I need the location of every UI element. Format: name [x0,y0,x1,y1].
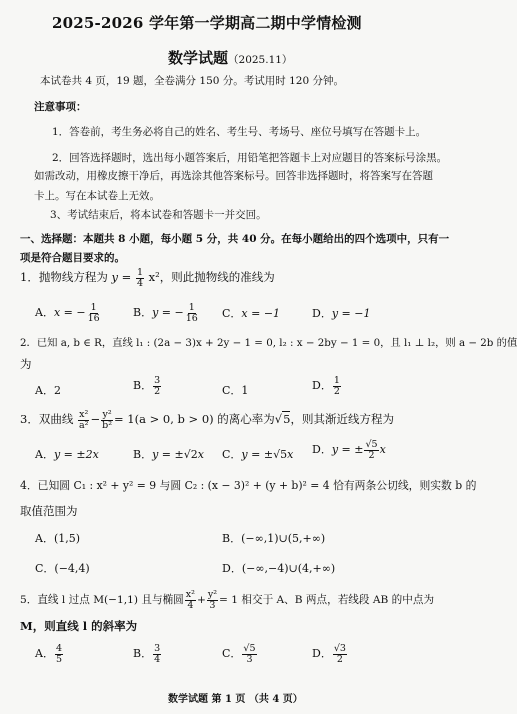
notice-item-2: 2．回答选择题时，选出每小题答案后，用铅笔把答题卡上对应题目的答案标号涂黑。 [52,152,448,164]
q2-option-a: A．2 [35,384,61,397]
q3-sqrt-value: 5 [283,412,291,426]
q1-option-a: A．x = − $\frac{1}{16}$ [35,302,100,324]
q4-option-a: A．(1,5) [35,532,81,545]
q3-frac-x: $\frac{\text{x²}}{\text{a²}}$ [78,409,89,431]
q4-option-b: B．(−∞,1)∪(5,+∞) [222,532,326,545]
q3-sqrt-sign: √ [274,412,283,426]
q2-option-c: C．1 [222,384,249,397]
q1-stem-a: 1．抛物线方程为 [20,270,108,284]
q1-stem-eq: y = [111,270,135,284]
question-3-stem: 3．双曲线 $\frac{\text{x²}}{\text{a²}}$ − $\frac{\text{y²}}{\text{b²}}$ = 1(a > 0, b > 0) 的离心率为√5，则其渐近线方程为 [20,409,394,431]
q3-option-a: A．y = ±2x [35,448,99,461]
q2-option-d: D． $\frac{1}{2}$ [312,375,340,397]
q4-option-c: C．(−4,4) [35,562,90,575]
question-4-stem: 4．已知圆 C₁ : x² + y² = 9 与圆 C₂ : (x − 3)² + (y + b)² = 4 恰有两条公切线，则实数 b 的 [20,479,477,492]
intro-text: 本试卷共 4 页，19 题，全卷满分 150 分。考试用时 120 分钟。 [40,75,344,87]
q5-option-b: B． $\frac{3}{4}$ [133,643,161,665]
notice-item-1: 1．答卷前，考生务必将自己的姓名、考生号、考场号、座位号填写在答题卡上。 [52,126,427,138]
q1-stem-b: x²，则此抛物线的准线为 [148,270,275,284]
section-heading: 一、选择题：本题共 8 小题，每小题 5 分，共 40 分。在每小题给出的四个选项中，只有一 [20,233,450,245]
q5-frac-x: $\frac{\text{x²}}{4}$ [185,589,195,611]
notice-item-3: 3、考试结束后，将本试卷和答题卡一并交回。 [50,209,267,221]
notice-item-2-cont2: 卡上。写在本试卷上无效。 [34,190,160,202]
q1-fraction: $\frac{1}{4}$ [136,267,143,289]
q5-option-c: C． $\frac{√5}{3}$ [222,643,256,665]
q5-option-d: D． $\frac{√3}{2}$ [312,643,346,665]
subtitle-text: 数学试题 [168,49,229,67]
q3-option-c: C．y = ±√5x [222,448,294,461]
q3-option-b: B．y = ±√2x [133,448,204,461]
notice-item-2-cont: 如需改动，用橡皮擦干净后，再选涂其他答案标号。回答非选择题时，将答案写在答题 [34,170,433,182]
section-heading-cont: 项是符合题目要求的。 [20,252,125,264]
q1-option-c: C．x = −1 [222,307,281,320]
question-5-stem-cont: M，则直线 l 的斜率为 [20,619,138,633]
q5-frac-y: $\frac{\text{y²}}{3}$ [207,589,218,611]
question-2-stem-cont: 为 [20,357,32,371]
q3-frac-y: $\frac{\text{y²}}{\text{b²}}$ [102,409,112,431]
q4-option-d: D．(−∞,−4)∪(4,+∞) [222,562,336,575]
q1-option-b: B．y = − $\frac{1}{16}$ [133,302,198,324]
question-5-stem: 5．直线 l 过点 M(−1,1) 且与椭圆 $\frac{\text{x²}}{4}$ + $\frac{\text{y²}}{3}$ = 1 相交于 A、B 两点，若线段 AB 的中点为 [20,589,435,611]
question-2-stem: 2．已知 a, b ∈ R，直线 l₁ : (2a − 3)x + 2y − 1 = 0, l₂ : x − 2by − 1 = 0，且 l₁ ⊥ l₂，则 a − 2b 的值 [20,337,517,349]
q1-option-d: D．y = −1 [312,307,371,320]
question-1-stem [20,268,275,288]
notice-heading: 注意事项： [34,101,87,113]
q5-option-a: A． $\frac{4}{5}$ [35,643,62,665]
q2-option-b: B． $\frac{3}{2}$ [133,375,161,397]
page-footer: 数学试题 第 1 页 （共 4 页） [168,694,303,705]
q3-option-d: D．y = ± $\frac{√5}{2}$ x [312,439,386,461]
question-4-stem-cont: 取值范围为 [20,504,78,518]
exam-title: 2025-2026 学年第一学期高二期中学情检测 [52,14,362,32]
paper-subtitle [168,47,292,68]
subtitle-date: （2025.11） [228,54,293,66]
